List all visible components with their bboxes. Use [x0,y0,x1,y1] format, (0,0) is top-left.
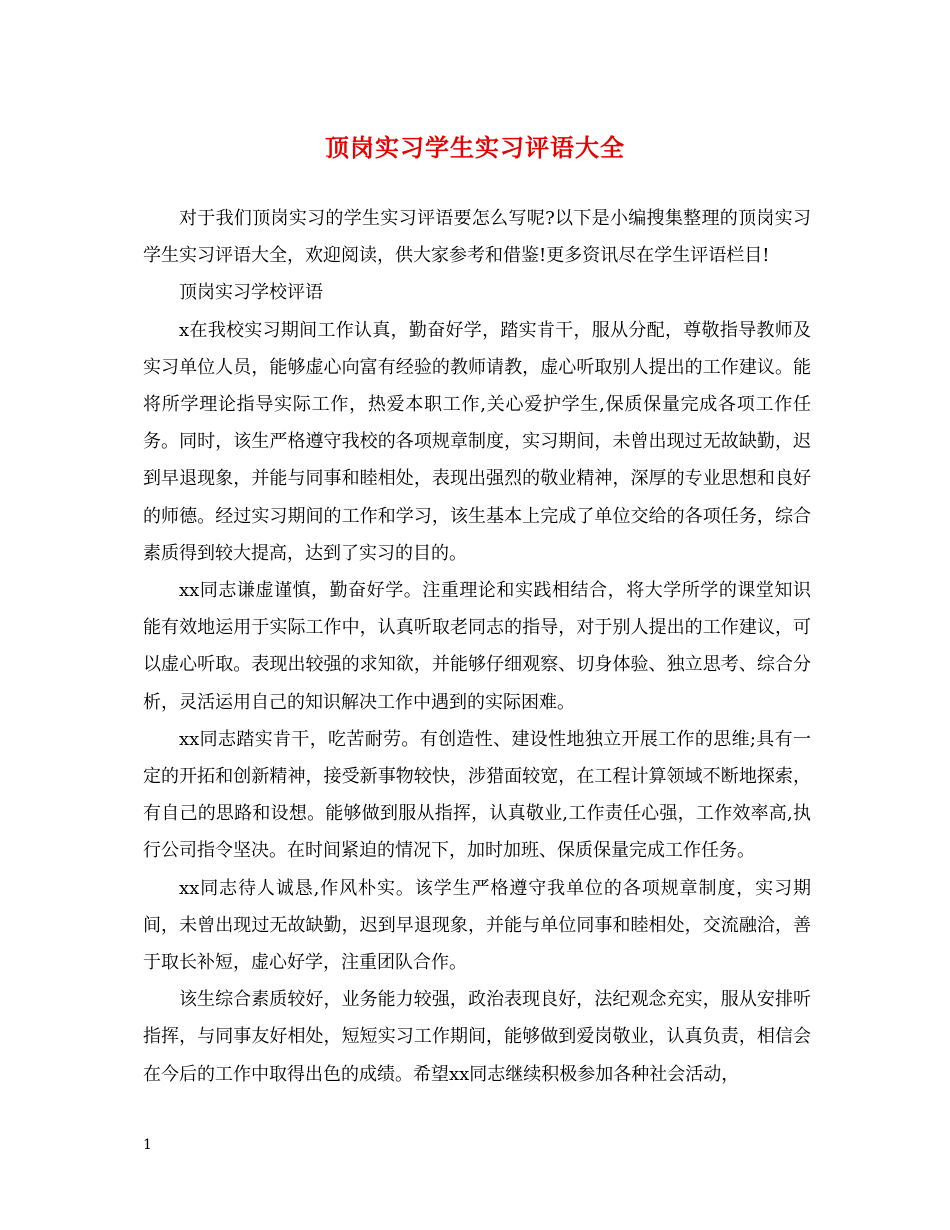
document-title: 顶岗实习学生实习评语大全 [325,133,625,162]
paragraph-intro: 对于我们顶岗实习的学生实习评语要怎么写呢?以下是小编搜集整理的顶岗实习学生实习评语大全，欢迎阅读，供大家参考和借鉴!更多资讯尽在学生评语栏目! [143,208,811,267]
paragraph-comment-3: xx同志踏实肯干，吃苦耐劳。有创造性、建设性地独立开展工作的思维;具有一定的开拓和创新精神，接受新事物较快，涉猎面较宽，在工程计算领域不断地探索，有自己的思路和设想。能够做到服从指挥，认真敬业,工作责任心强，工作效率高,执行公司指令坚决。在时间紧迫的情况下，加时加班、保质保量完成工作任务。 [143,728,811,862]
section-heading: 顶岗实习学校评语 [179,282,323,304]
paragraph-comment-2: xx同志谦虚谨慎，勤奋好学。注重理论和实践相结合，将大学所学的课堂知识能有效地运用于实际工作中，认真听取老同志的指导，对于别人提出的工作建议，可以虚心听取。表现出较强的求知欲，并能够仔细观察、切身体验、独立思考、综合分析，灵活运用自己的知识解决工作中遇到的实际困难。 [143,580,811,713]
document-body [143,200,811,1093]
paragraph-comment-5: 该生综合素质较好，业务能力较强，政治表现良好，法纪观念充实，服从安排听指挥，与同事友好相处，短短实习工作期间，能够做到爱岗敬业，认真负责，相信会在今后的工作中取得出色的成绩。希望xx同志继续积极参加各种社会活动， [143,989,811,1085]
paragraph-comment-4: xx同志待人诚恳,作风朴实。该学生严格遵守我单位的各项规章制度，实习期间，未曾出现过无故缺勤，迟到早退现象，并能与单位同事和睦相处，交流融洽，善于取长补短，虚心好学，注重团队合作。 [143,877,811,974]
page-number: 1 [143,1137,152,1153]
paragraph-comment-1: x在我校实习期间工作认真，勤奋好学，踏实肯干，服从分配，尊敬指导教师及实习单位人员，能够虚心向富有经验的教师请教，虚心听取别人提出的工作建议。能将所学理论指导实际工作，热爱本职工作,关心爱护学生,保质保量完成各项工作任务。同时，该生严格遵守我校的各项规章制度，实习期间，未曾出现过无故缺勤，迟到早退现象，并能与同事和睦相处，表现出强烈的敬业精神，深厚的专业思想和良好的师德。经过实习期间的工作和学习，该生基本上完成了单位交给的各项任务，综合素质得到较大提高，达到了实习的目的。 [143,319,811,564]
